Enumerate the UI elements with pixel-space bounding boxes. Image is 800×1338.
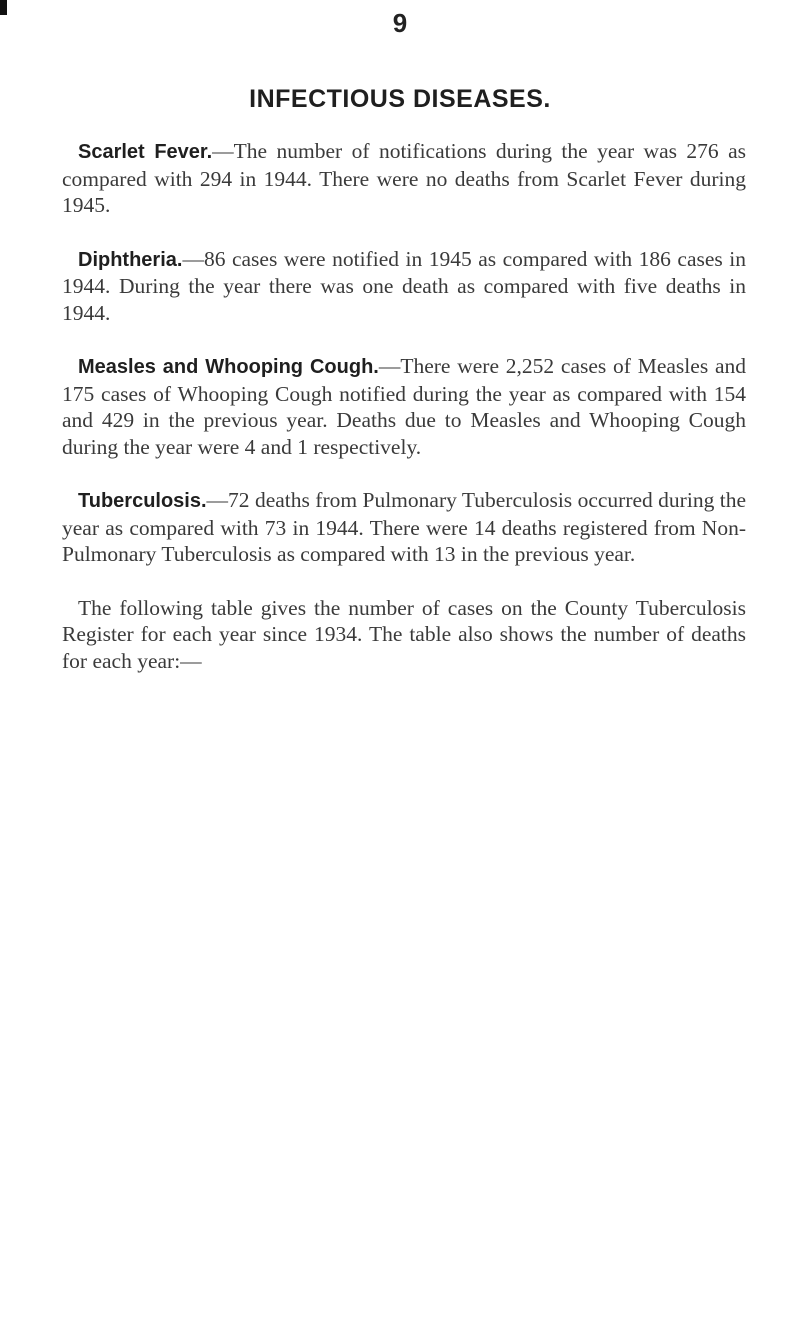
heading-measles-whooping-cough: Measles and Whooping Cough. — [78, 356, 379, 378]
paragraph-tuberculosis — [62, 487, 746, 568]
text-scarlet-fever: —The number of notifications during the year was 276 as compared with 294 in 1944. There were no deaths from Scarlet Fever during 1945. — [62, 139, 747, 217]
text-diphtheria: —86 cases were notified in 1945 as compared with 186 cases in 1944. During the year there was one death as compared with five deaths in 1944. — [62, 246, 746, 325]
text-tuberculosis: —72 deaths from Pulmonary Tuberculosis occurred during the year as compared with 73 in 1944. There were 14 deaths registered from Non-Pulmonary Tuberculosis as compared with 13 in the previous year. — [62, 488, 746, 566]
paragraph-scarlet-fever — [62, 138, 746, 219]
paragraph-diphtheria — [62, 246, 746, 327]
page-number: 9 — [392, 8, 408, 38]
heading-scarlet-fever: Scarlet Fever. — [78, 141, 213, 163]
paragraph-register-table-intro: The following table gives the number of cases on the County Tuberculosis Register for each year since 1934. The table also shows the number of deaths for each year:— — [62, 595, 746, 673]
paragraph-measles-whooping-cough — [62, 353, 746, 460]
page-title: INFECTIOUS DISEASES. — [249, 85, 551, 113]
text-measles-whooping-cough: —There were 2,252 cases of Measles and 175 cases of Whooping Cough notified during the year as compared with 154 and 429 in the previous year. Deaths due to Measles and Whooping Cough during the year were 4 and 1 respectively. — [62, 354, 746, 459]
document-body — [62, 138, 746, 701]
heading-diphtheria: Diphtheria. — [78, 248, 183, 271]
heading-tuberculosis: Tuberculosis. — [78, 490, 207, 512]
